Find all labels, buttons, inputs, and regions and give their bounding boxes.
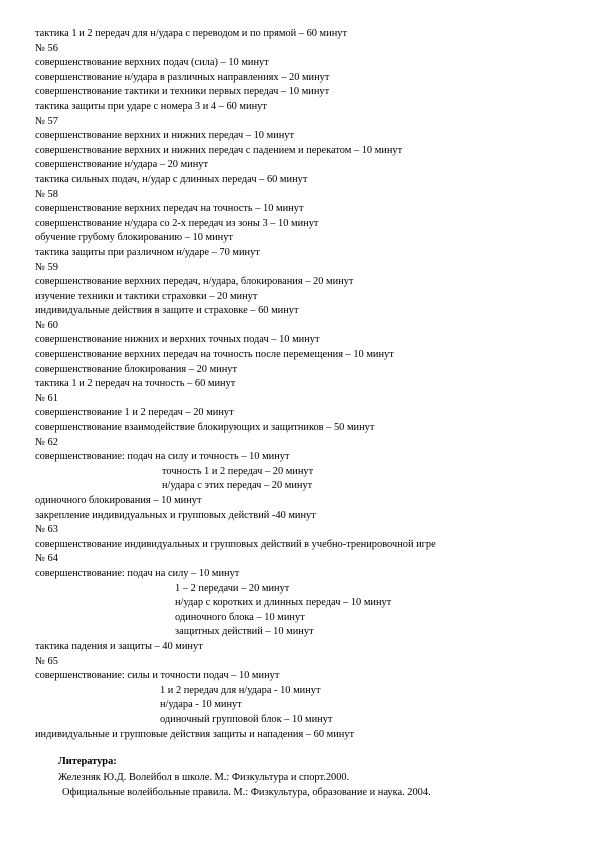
literature-item: Железняк Ю.Д. Волейбол в школе. М.: Физкультура и спорт.2000.	[58, 771, 350, 783]
lesson-line: совершенствование верхних подач (сила) – 10 минут	[35, 57, 269, 69]
lesson-line: защитных действий – 10 минут	[175, 626, 314, 638]
lesson-line: тактика 1 и 2 передач для н/удара с переводом и по прямой – 60 минут	[35, 28, 347, 39]
lesson-line: тактика сильных подач, н/удар с длинных передач – 60 минут	[35, 173, 308, 185]
lesson-number: № 63	[35, 524, 58, 536]
lesson-line: совершенствование: подач на силу и точность – 10 минут	[35, 451, 290, 463]
lesson-line: совершенствование н/удара со 2-х передач из зоны 3 – 10 минут	[35, 217, 319, 229]
lesson-line: совершенствование н/удара – 20 минут	[35, 159, 209, 171]
lesson-line: совершенствование тактики и техники первых передач – 10 минут	[35, 86, 330, 98]
lesson-line: тактика 1 и 2 передач на точность – 60 минут	[35, 378, 236, 390]
lesson-line: н/удар с коротких и длинных передач – 10 минут	[175, 597, 392, 609]
lesson-line: индивидуальные действия в защите и страховке – 60 минут	[35, 305, 299, 317]
lesson-number: № 58	[35, 188, 58, 200]
lesson-line: 1 и 2 передач для н/удара - 10 минут	[160, 684, 321, 696]
literature-title: Литература:	[58, 756, 117, 767]
lesson-line: совершенствование верхних передач на точность – 10 минут	[35, 203, 304, 215]
lesson-line: изучение техники и тактики страховки – 20 минут	[35, 290, 258, 302]
lesson-line: н/удара с этих передач – 20 минут	[162, 480, 313, 492]
lesson-line: обучение грубому блокированию – 10 минут	[35, 232, 233, 244]
literature-section	[0, 755, 595, 801]
lesson-number: № 61	[35, 392, 58, 404]
lesson-line: тактика защиты при различном н/ударе – 70 минут	[35, 246, 260, 258]
lesson-number: № 59	[35, 261, 58, 273]
lesson-line: точность 1 и 2 передач – 20 минут	[162, 465, 314, 477]
lesson-line: н/удара - 10 минут	[160, 699, 242, 711]
lesson-line: одиночного блока – 10 минут	[175, 611, 305, 623]
lesson-line: одиночного блокирования – 10 минут	[35, 495, 202, 506]
lesson-line: совершенствование верхних и нижних передач – 10 минут	[35, 130, 295, 142]
lesson-line: совершенствование верхних передач, н/удара, блокирования – 20 минут	[35, 276, 354, 288]
lesson-number: № 60	[35, 319, 58, 331]
lesson-number: № 56	[35, 42, 58, 54]
lesson-line: 1 – 2 передачи – 20 минут	[175, 582, 290, 594]
lesson-number: № 65	[35, 655, 58, 667]
lesson-line: тактика падения и защиты – 40 минут	[35, 640, 203, 652]
lesson-number: № 62	[35, 436, 58, 448]
lesson-line: закрепление индивидуальных и групповых действий -40 минут	[35, 509, 316, 521]
lesson-line: индивидуальные и групповые действия защиты и нападения – 60 минут	[35, 728, 355, 740]
lesson-line: совершенствование н/удара в различных направлениях – 20 минут	[35, 71, 330, 83]
lesson-number: № 64	[35, 553, 58, 565]
lesson-line: совершенствование верхних и нижних передач с падением и перекатом – 10 минут	[35, 144, 403, 156]
lesson-line: совершенствование: подач на силу – 10 минут	[35, 567, 240, 579]
lesson-line: совершенствование верхних передач на точность после перемещения – 10 минут	[35, 349, 394, 361]
lesson-line: совершенствование 1 и 2 передач – 20 минут	[35, 407, 234, 419]
lesson-line: совершенствование индивидуальных и групповых действий в учебно-тренировочной игре	[35, 538, 436, 550]
lesson-line: одиночный групповой блок – 10 минут	[160, 713, 333, 725]
lesson-line: совершенствование: силы и точности подач – 10 минут	[35, 670, 280, 682]
lesson-line: совершенствование нижних и верхних точных подач – 10 минут	[35, 334, 320, 346]
lesson-number: № 57	[35, 115, 58, 127]
lesson-line: совершенствование взаимодействие блокирующих и защитников – 50 минут	[35, 422, 375, 434]
lesson-line: совершенствование блокирования – 20 минут	[35, 363, 238, 375]
lesson-plan-list	[0, 27, 595, 742]
lesson-line: тактика защиты при ударе с номера 3 и 4 – 60 минут	[35, 100, 267, 112]
literature-item: Официальные волейбольные правила. М.: Физкультура, образование и наука. 2004.	[62, 787, 431, 799]
